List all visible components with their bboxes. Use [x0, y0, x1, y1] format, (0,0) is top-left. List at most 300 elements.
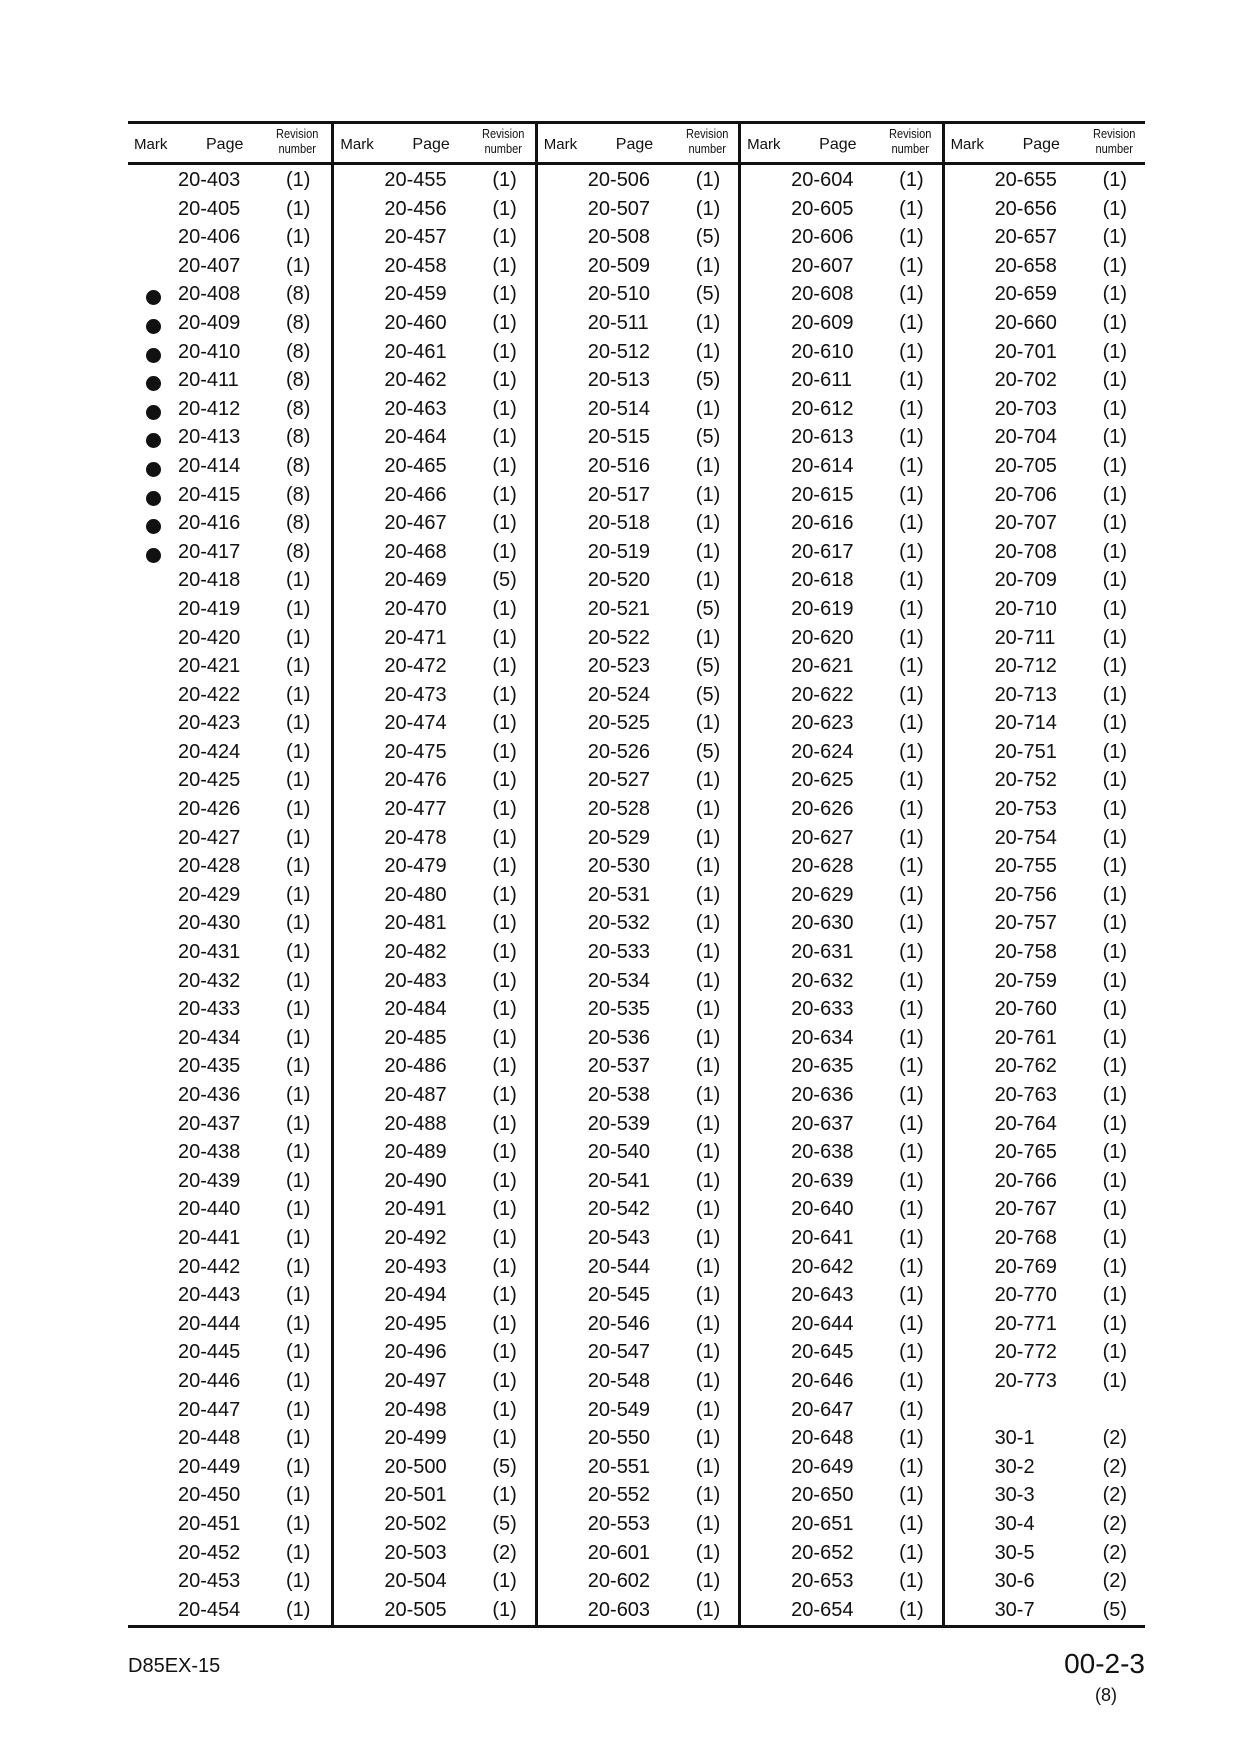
revision-cell: (8)	[286, 426, 311, 449]
table-row	[334, 795, 534, 824]
table-row	[334, 423, 534, 452]
table-row	[334, 1253, 534, 1282]
page-cell: 20-518	[587, 512, 651, 535]
table-row	[741, 652, 941, 681]
revision-cell: (8)	[286, 512, 311, 535]
table-row	[128, 681, 331, 710]
revision-cell: (1)	[1102, 597, 1128, 620]
page-cell: 20-459	[384, 283, 447, 306]
page-cell: 20-510	[587, 283, 651, 306]
table-row	[945, 766, 1145, 795]
page-cell: 20-502	[384, 1512, 447, 1535]
page-cell: 20-707	[994, 512, 1057, 535]
page-cell: 20-550	[587, 1427, 651, 1450]
table-row	[128, 709, 331, 738]
table-row	[741, 1481, 941, 1510]
page-cell: 20-543	[587, 1226, 651, 1249]
revision-cell: (1)	[492, 941, 517, 964]
table-row	[945, 909, 1145, 938]
revision-cell: (1)	[899, 340, 924, 363]
table-row	[945, 1081, 1145, 1110]
page-cell: 20-475	[384, 740, 447, 763]
revision-cell: (1)	[286, 1455, 311, 1478]
page-cell: 20-520	[587, 569, 651, 592]
table-row	[128, 509, 331, 538]
revision-cell: (1)	[492, 597, 517, 620]
revision-cell: (1)	[899, 1255, 924, 1278]
revision-cell: (1)	[1102, 483, 1128, 506]
table-row	[128, 195, 331, 224]
page-cell: 20-468	[384, 540, 447, 563]
revision-cell: (1)	[286, 998, 311, 1021]
table-row	[128, 1596, 331, 1625]
revision-cell: (1)	[286, 1198, 311, 1221]
table-row	[538, 1110, 738, 1139]
page-cell: 20-482	[384, 941, 447, 964]
table-row	[128, 309, 331, 338]
revision-cell: (1)	[899, 1541, 924, 1564]
revision-cell: (1)	[1102, 683, 1128, 706]
revision-cell: (1)	[899, 1512, 924, 1535]
page-cell: 20-632	[791, 969, 854, 992]
page-cell: 20-413	[178, 426, 241, 449]
revision-cell: (1)	[695, 1141, 721, 1164]
revision-cell: (1)	[1102, 512, 1128, 535]
revision-cell: (1)	[492, 883, 517, 906]
table-row	[334, 166, 534, 195]
table-row	[334, 1510, 534, 1539]
revision-cell: (1)	[695, 1570, 721, 1593]
revision-cell: (1)	[1102, 626, 1128, 649]
revision-cell: (2)	[1102, 1512, 1128, 1535]
table-row	[334, 366, 534, 395]
table-row	[538, 1281, 738, 1310]
table-row	[128, 1024, 331, 1053]
table-row	[945, 824, 1145, 853]
table-row	[741, 309, 941, 338]
revision-cell: (1)	[1102, 998, 1128, 1021]
page-cell: 20-603	[587, 1598, 651, 1621]
table-row	[741, 681, 941, 710]
table-row	[741, 1081, 941, 1110]
revision-cell: (1)	[286, 798, 311, 821]
page-cell: 20-635	[791, 1055, 854, 1078]
table-row	[538, 766, 738, 795]
table-row	[945, 652, 1145, 681]
page-cell: 20-613	[791, 426, 854, 449]
page-cell: 20-753	[994, 798, 1057, 821]
revision-cell: (1)	[492, 1284, 517, 1307]
page-cell: 20-604	[791, 169, 854, 191]
model-name: D85EX-15	[128, 1655, 221, 1677]
page-cell: 20-423	[178, 712, 241, 735]
page-cell: 20-638	[791, 1141, 854, 1164]
page-cell: 20-548	[587, 1369, 651, 1392]
page-cell: 20-484	[384, 998, 447, 1021]
revision-cell: (1)	[695, 1312, 721, 1335]
table-row	[334, 395, 534, 424]
page-cell: 20-713	[994, 683, 1057, 706]
header-page: Page	[1022, 136, 1060, 153]
revision-cell: (1)	[1102, 740, 1128, 763]
table-row	[128, 595, 331, 624]
table-row	[741, 1567, 941, 1596]
table-row	[741, 1110, 941, 1139]
page-cell: 20-549	[587, 1398, 651, 1421]
revision-cell: (1)	[899, 311, 924, 334]
revision-cell: (5)	[1102, 1598, 1128, 1621]
revision-cell: (8)	[286, 540, 311, 563]
page-cell: 20-424	[178, 740, 241, 763]
page-cell: 20-627	[791, 826, 854, 849]
header-revision-line2: number	[484, 141, 523, 156]
revision-cell: (5)	[695, 369, 721, 392]
revision-cell: (1)	[492, 169, 517, 191]
header-page: Page	[206, 136, 244, 153]
table-row	[334, 738, 534, 767]
revision-cell: (1)	[1102, 1369, 1128, 1392]
table-row	[128, 766, 331, 795]
table-row	[741, 624, 941, 653]
revision-cell: (1)	[695, 1084, 721, 1106]
revision-cell: (1)	[286, 1226, 311, 1249]
revision-cell: (1)	[492, 798, 517, 821]
table-row	[334, 1539, 534, 1568]
table-row	[334, 1024, 534, 1053]
page-cell: 20-618	[791, 569, 854, 592]
revision-cell: (1)	[695, 826, 721, 849]
table-row	[538, 166, 738, 195]
revision-cell: (1)	[899, 941, 924, 964]
page-cell: 30-6	[994, 1570, 1035, 1593]
table-row	[128, 1453, 331, 1482]
revision-cell: (1)	[1102, 397, 1128, 420]
page-cell: 20-611	[791, 369, 852, 392]
table-row	[334, 509, 534, 538]
revision-cell: (1)	[492, 826, 517, 849]
table-row	[741, 909, 941, 938]
page-cell: 20-451	[178, 1512, 241, 1535]
page-cell: 20-639	[791, 1169, 854, 1192]
table-row	[128, 1081, 331, 1110]
revision-cell: (1)	[1102, 798, 1128, 821]
table-row	[334, 766, 534, 795]
page-cell: 20-706	[994, 483, 1057, 506]
revision-cell: (1)	[286, 1169, 311, 1192]
page-cell: 20-483	[384, 969, 447, 992]
table-header	[128, 124, 331, 165]
table-row	[945, 1195, 1145, 1224]
page-cell: 20-535	[587, 998, 651, 1021]
revision-cell: (1)	[695, 1598, 721, 1621]
table-row	[741, 223, 941, 252]
table-row	[538, 423, 738, 452]
table-row	[538, 1539, 738, 1568]
revision-cell: (1)	[492, 1141, 517, 1164]
revision-cell: (1)	[286, 1398, 311, 1421]
table-row	[128, 566, 331, 595]
page-cell: 20-759	[994, 969, 1057, 992]
table-block-2	[331, 124, 534, 1625]
revision-cell: (1)	[899, 969, 924, 992]
revision-cell: (1)	[695, 798, 721, 821]
table-row	[538, 795, 738, 824]
page-cell: 20-767	[994, 1198, 1057, 1221]
table-row	[741, 1224, 941, 1253]
table-row	[538, 1567, 738, 1596]
page-cell: 20-648	[791, 1427, 854, 1450]
table-row	[128, 1338, 331, 1367]
revision-cell: (1)	[1102, 369, 1128, 392]
table-row	[945, 481, 1145, 510]
page-cell: 20-614	[791, 454, 854, 477]
table-row	[741, 338, 941, 367]
table-row	[741, 1596, 941, 1625]
page-cell: 20-630	[791, 912, 854, 935]
revision-cell: (1)	[899, 1141, 924, 1164]
revision-cell: (1)	[492, 340, 517, 363]
page-cell: 20-522	[587, 626, 651, 649]
revision-cell: (2)	[1102, 1455, 1128, 1478]
table-row	[334, 1310, 534, 1339]
revision-cell: (1)	[492, 769, 517, 792]
page-cell: 20-714	[994, 712, 1057, 735]
header-revision	[482, 126, 524, 156]
revision-cell: (1)	[695, 483, 721, 506]
page-cell: 20-422	[178, 683, 241, 706]
table-row	[128, 938, 331, 967]
table-row	[334, 1453, 534, 1482]
page-cell: 20-702	[994, 369, 1057, 392]
page-cell: 20-660	[994, 311, 1057, 334]
page-cell: 20-657	[994, 226, 1057, 249]
table-row	[538, 195, 738, 224]
page-cell: 20-504	[384, 1570, 447, 1593]
table-row	[334, 1424, 534, 1453]
table-row	[741, 566, 941, 595]
revision-cell: (1)	[286, 1570, 311, 1593]
page-cell: 20-770	[994, 1284, 1057, 1307]
revision-cell: (5)	[695, 655, 721, 678]
table-row	[741, 395, 941, 424]
revision-cell: (1)	[286, 1084, 311, 1106]
page-cell: 20-478	[384, 826, 447, 849]
table-row	[334, 1367, 534, 1396]
revision-cell: (1)	[899, 683, 924, 706]
page-cell: 20-462	[384, 369, 447, 392]
table-row	[945, 624, 1145, 653]
table-row	[945, 1110, 1145, 1139]
table-row	[945, 309, 1145, 338]
revision-cell: (1)	[899, 1455, 924, 1478]
revision-cell: (1)	[1102, 426, 1128, 449]
revision-cell: (1)	[1102, 254, 1128, 277]
page-cell: 20-754	[994, 826, 1057, 849]
revision-cell: (1)	[286, 855, 311, 878]
header-revision-line1: Revision	[889, 126, 932, 141]
page-cell: 30-4	[994, 1512, 1035, 1535]
page-cell: 20-497	[384, 1369, 447, 1392]
revision-cell: (1)	[492, 1312, 517, 1335]
page-cell: 20-628	[791, 855, 854, 878]
revision-cell: (1)	[899, 369, 924, 392]
page-cell: 20-480	[384, 883, 447, 906]
table-row	[538, 1453, 738, 1482]
table-row	[945, 738, 1145, 767]
revision-cell: (1)	[899, 426, 924, 449]
page-cell: 20-403	[178, 169, 241, 191]
table-row	[538, 852, 738, 881]
page-cell: 20-772	[994, 1341, 1057, 1364]
table-row	[741, 1052, 941, 1081]
revision-cell: (1)	[899, 197, 924, 220]
revision-cell: (1)	[492, 740, 517, 763]
header-revision-line1: Revision	[685, 126, 729, 141]
revision-cell: (1)	[1102, 454, 1128, 477]
revision-cell: (1)	[286, 1312, 311, 1335]
revision-cell: (1)	[695, 1112, 721, 1135]
page-cell: 20-485	[384, 1026, 447, 1049]
table-row	[945, 366, 1145, 395]
page-cell: 20-703	[994, 397, 1057, 420]
revision-cell: (1)	[492, 712, 517, 735]
page-cell: 20-751	[994, 740, 1057, 763]
revision-cell: (1)	[695, 569, 721, 592]
revision-cell: (1)	[899, 1169, 924, 1192]
revision-cell: (1)	[492, 1427, 517, 1450]
table-row	[538, 366, 738, 395]
revision-cell: (1)	[1102, 1084, 1128, 1106]
revision-cell: (1)	[695, 1512, 721, 1535]
revision-cell: (5)	[695, 740, 721, 763]
table-row	[741, 1253, 941, 1282]
table-row	[945, 1567, 1145, 1596]
table-row	[945, 595, 1145, 624]
table-row	[128, 452, 331, 481]
revision-cell: (1)	[286, 597, 311, 620]
page-cell: 20-533	[587, 941, 651, 964]
page-cell: 20-440	[178, 1198, 241, 1221]
revision-cell: (1)	[492, 626, 517, 649]
table-row	[945, 938, 1145, 967]
table-header	[945, 124, 1145, 165]
table-row	[945, 709, 1145, 738]
page-cell: 20-532	[587, 912, 651, 935]
page-cell: 20-454	[178, 1598, 241, 1621]
table-row	[334, 1167, 534, 1196]
table-row	[945, 195, 1145, 224]
page-cell: 20-461	[384, 340, 447, 363]
page-cell: 20-644	[791, 1312, 854, 1335]
page-cell: 20-712	[994, 655, 1057, 678]
table-row	[334, 881, 534, 910]
page-cell: 20-456	[384, 197, 447, 220]
revision-cell: (1)	[899, 998, 924, 1021]
revision-cell: (1)	[1102, 1112, 1128, 1135]
page-cell: 20-616	[791, 512, 854, 535]
table-row	[741, 709, 941, 738]
revision-cell: (1)	[286, 1427, 311, 1450]
revision-cell: (1)	[899, 912, 924, 935]
page-cell: 20-605	[791, 197, 854, 220]
table-row	[945, 1281, 1145, 1310]
table-row	[741, 1024, 941, 1053]
table-row	[334, 938, 534, 967]
table-row	[128, 166, 331, 195]
table-row	[128, 967, 331, 996]
table-row	[538, 566, 738, 595]
page-cell: 20-516	[587, 454, 651, 477]
revision-cell: (5)	[695, 597, 721, 620]
page-cell: 20-606	[791, 226, 854, 249]
page-cell: 20-659	[994, 283, 1057, 306]
page-cell: 20-757	[994, 912, 1057, 935]
revision-cell: (1)	[286, 883, 311, 906]
page-cell: 20-436	[178, 1084, 241, 1106]
table-row	[538, 995, 738, 1024]
page-cell: 20-460	[384, 311, 447, 334]
revision-cell: (1)	[286, 941, 311, 964]
table-row	[128, 652, 331, 681]
revision-cell: (1)	[899, 454, 924, 477]
header-revision	[276, 126, 318, 156]
revision-cell: (1)	[286, 1026, 311, 1049]
revision-cell: (1)	[286, 1141, 311, 1164]
revision-cell: (1)	[899, 1084, 924, 1106]
table-row	[945, 423, 1145, 452]
table-row	[334, 1281, 534, 1310]
page-cell: 20-443	[178, 1284, 241, 1307]
table-row	[538, 824, 738, 853]
table-row	[334, 1052, 534, 1081]
revision-cell: (1)	[1102, 912, 1128, 935]
page-cell: 20-463	[384, 397, 447, 420]
revision-cell: (1)	[492, 1369, 517, 1392]
page-cell: 20-441	[178, 1226, 241, 1249]
table-row	[945, 538, 1145, 567]
page-cell: 20-442	[178, 1255, 241, 1278]
table-row	[945, 1367, 1145, 1396]
page-cell: 20-512	[587, 340, 651, 363]
page-revision: (8)	[1095, 1685, 1117, 1705]
revision-cell: (5)	[695, 226, 721, 249]
table-row	[945, 1338, 1145, 1367]
revision-cell: (1)	[695, 1284, 721, 1307]
table-row	[128, 995, 331, 1024]
table-row	[538, 481, 738, 510]
revision-cell: (1)	[695, 1541, 721, 1564]
revision-cell: (1)	[899, 1112, 924, 1135]
page-cell: 20-491	[384, 1198, 447, 1221]
page-cell: 20-481	[384, 912, 447, 935]
page-cell: 20-489	[384, 1141, 447, 1164]
revision-cell: (1)	[492, 1169, 517, 1192]
revision-cell: (8)	[286, 369, 311, 392]
revision-cell: (1)	[492, 454, 517, 477]
revision-cell: (8)	[286, 283, 311, 306]
revision-cell: (1)	[1102, 311, 1128, 334]
revision-cell: (1)	[286, 740, 311, 763]
table-row	[741, 766, 941, 795]
table-row	[945, 338, 1145, 367]
table-row	[945, 852, 1145, 881]
revision-cell: (1)	[695, 197, 721, 220]
page-cell: 20-421	[178, 655, 241, 678]
table-row	[128, 1224, 331, 1253]
page-cell: 20-515	[587, 426, 651, 449]
page-cell: 20-517	[587, 483, 651, 506]
page-cell: 20-415	[178, 483, 241, 506]
